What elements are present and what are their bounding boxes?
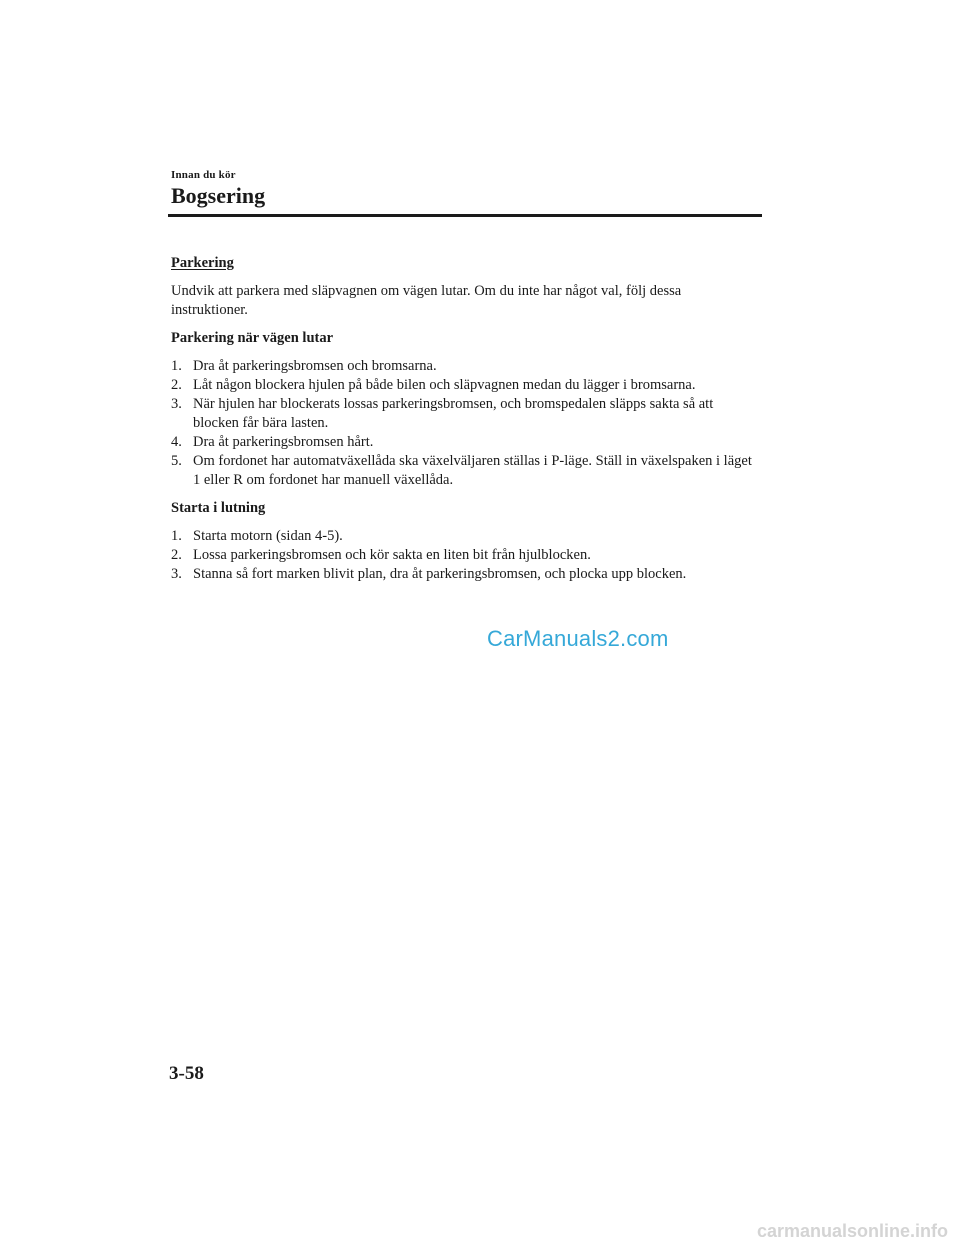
step-text: Stanna så fort marken blivit plan, dra åt parkeringsbromsen, och plocka upp blocken. [193, 566, 687, 582]
section-title: Parkering [171, 255, 234, 271]
list-item [171, 395, 761, 433]
step-number: 3. [171, 566, 182, 582]
step-text: Lossa parkeringsbromsen och kör sakta en liten bit från hjulblocken. [193, 547, 591, 563]
list-item [171, 433, 761, 452]
list-item [171, 452, 761, 490]
subheading-parking-slope: Parkering när vägen lutar [171, 330, 334, 346]
subheading-start-slope: Starta i lutning [171, 500, 266, 516]
step-number: 2. [171, 377, 182, 393]
steps-list-start [171, 527, 761, 584]
watermark[interactable]: CarManuals2.com [487, 626, 669, 651]
footer-watermark[interactable]: carmanualsonline.info [756, 1221, 948, 1241]
list-item [171, 527, 761, 546]
steps-list-parking [171, 357, 761, 490]
step-number: 5. [171, 453, 182, 469]
list-item [171, 565, 761, 584]
page-number: 3-58 [169, 1063, 204, 1084]
page-title: Bogsering [171, 183, 266, 208]
step-text: Dra åt parkeringsbromsen och bromsarna. [193, 358, 437, 374]
step-number: 3. [171, 396, 182, 412]
step-text: Låt någon blockera hjulen på både bilen och släpvagnen medan du lägger i bromsarna. [193, 377, 696, 393]
content [171, 254, 761, 593]
step-number: 2. [171, 547, 182, 563]
header-kicker: Innan du kör [171, 169, 236, 181]
step-text: Starta motorn (sidan 4-5). [193, 528, 343, 544]
step-number: 4. [171, 434, 182, 450]
step-number: 1. [171, 358, 182, 374]
step-text: Om fordonet har automatväxellåda ska växelväljaren ställas i P-läge. Ställ in växelspaken i läget 1 eller R om fordonet har manuell växellåda. [193, 453, 752, 488]
list-item [171, 357, 761, 376]
list-item [171, 376, 761, 395]
step-text: När hjulen har blockerats lossas parkeringsbromsen, och bromspedalen släpps sakta så att blocken får bära lasten. [193, 396, 714, 431]
step-number: 1. [171, 528, 182, 544]
step-text: Dra åt parkeringsbromsen hårt. [193, 434, 374, 450]
list-item [171, 546, 761, 565]
header-rule [168, 214, 762, 217]
section-intro: Undvik att parkera med släpvagnen om vägen lutar. Om du inte har något val, följ dessa instruktioner. [171, 283, 682, 318]
